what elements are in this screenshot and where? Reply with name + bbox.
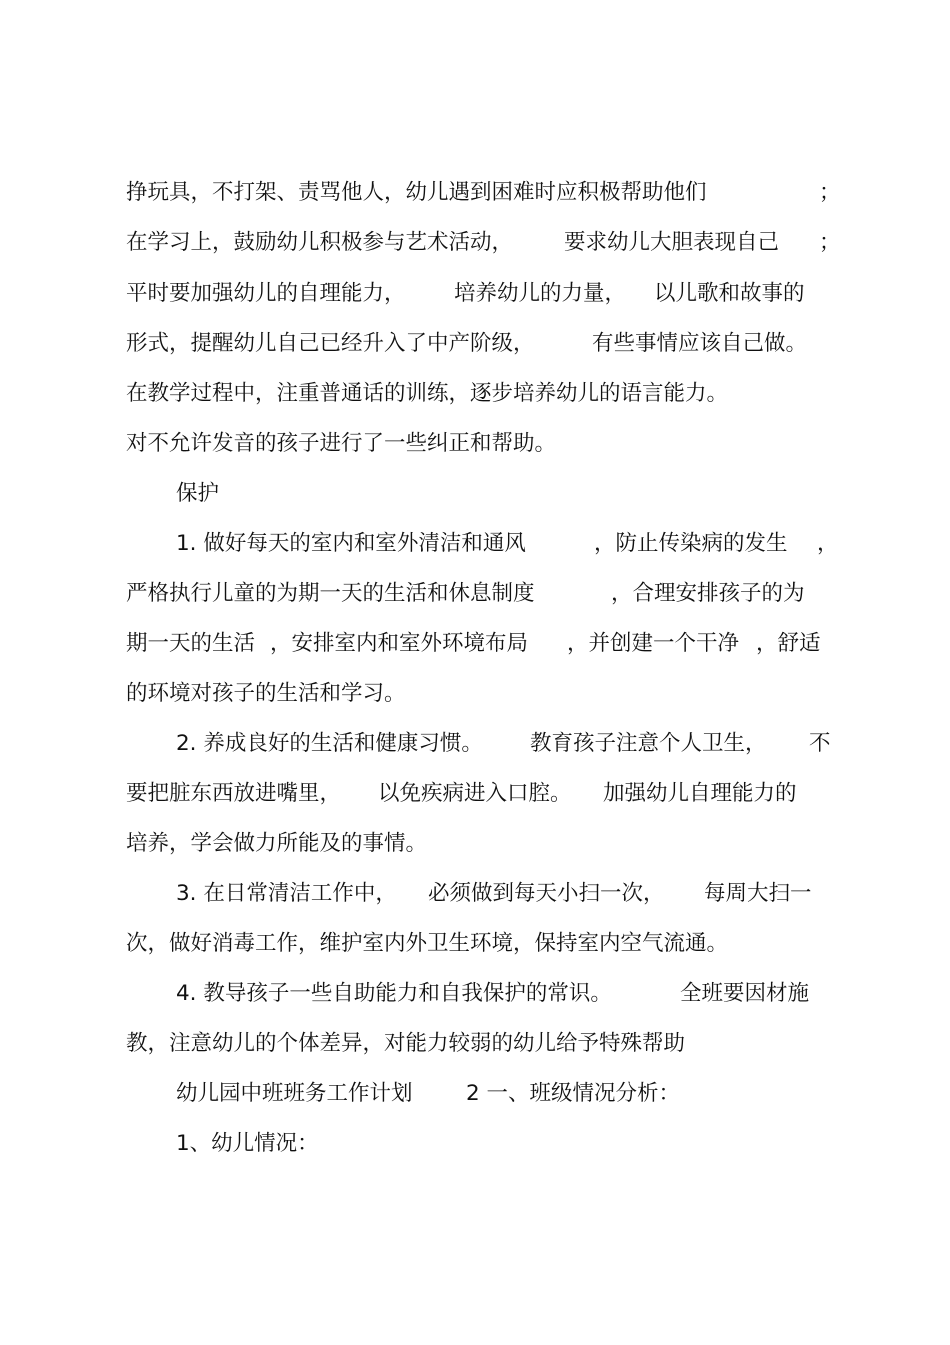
list-item-line [126, 927, 728, 961]
list-item-line [126, 677, 406, 711]
text-segment: 幼儿园中班班务工作计划 [176, 1081, 413, 1106]
text-segment: 形式，提醒幼儿自己已经升入了中产阶级， [126, 331, 535, 356]
paragraph-line [126, 226, 841, 260]
text-segment: 挣玩具，不打架、责骂他人，幼儿遇到困难时应积极帮助他们 [126, 180, 707, 205]
text-segment: 培养幼儿的力量， [454, 281, 627, 306]
text-segment: 次，做好消毒工作，维护室内外卫生环境，保持室内空气流通。 [126, 931, 729, 956]
text-segment: 严格执行儿童的为期一天的生活和休息制度 [126, 581, 535, 606]
text-segment: 1、幼儿情况： [176, 1131, 319, 1156]
text-segment: 不 [809, 731, 831, 756]
list-item-line [126, 577, 805, 611]
text-segment: ； [819, 180, 841, 205]
paragraph-line [126, 327, 808, 361]
text-segment: 每周大扫一 [704, 881, 812, 906]
paragraph-line [126, 277, 805, 311]
list-item-line [126, 1027, 685, 1061]
text-segment: 培养，学会做力所能及的事情。 [126, 831, 428, 856]
text-segment: 对不允许发音的孩子进行了一些纠正和帮助。 [126, 431, 557, 456]
text-segment: ，安排室内和室外环境布局 [270, 631, 529, 656]
text-segment: ，防止传染病的发生 [594, 531, 788, 556]
text-segment: 期一天的生活 [126, 631, 256, 656]
list-item-line [176, 527, 839, 561]
text-segment: 1. 做好每天的室内和室外清洁和通风 [176, 531, 526, 556]
paragraph-line [126, 427, 556, 461]
text-segment: 全班要因材施 [680, 981, 810, 1006]
text-segment: 在教学过程中，注重普通话的训练，逐步培养幼儿的语言能力。 [126, 381, 729, 406]
text-segment: 平时要加强幼儿的自理能力， [126, 281, 406, 306]
text-segment: 4. 教导孩子一些自助能力和自我保护的常识。 [176, 981, 612, 1006]
text-segment: ， [817, 531, 839, 556]
text-segment: 的环境对孩子的生活和学习。 [126, 681, 406, 706]
text-segment: 以儿歌和故事的 [654, 281, 805, 306]
text-segment: 在学习上，鼓励幼儿积极参与艺术活动， [126, 230, 514, 255]
text-segment: 教育孩子注意个人卫生， [530, 731, 767, 756]
text-segment: 加强幼儿自理能力的 [603, 781, 797, 806]
text-segment: ，合理安排孩子的为 [611, 581, 805, 606]
text-segment: 以免疾病进入口腔。 [378, 781, 572, 806]
list-item-line [126, 777, 797, 811]
list-item-line [176, 877, 812, 911]
list-item-line [126, 627, 821, 661]
paragraph-line [126, 377, 728, 411]
text-segment: 要把脏东西放进嘴里， [126, 781, 342, 806]
text-segment: 教，注意幼儿的个体差异，对能力较弱的幼儿给予特殊帮助 [126, 1031, 686, 1056]
text-segment: 保护 [176, 481, 220, 506]
list-item-line [176, 977, 810, 1011]
text-segment: 3. 在日常清洁工作中， [176, 881, 397, 906]
text-segment: ，并创建一个干净 [567, 631, 740, 656]
text-segment: 要求幼儿大胆表现自己 [564, 230, 780, 255]
text-segment: 2. 养成良好的生活和健康习惯。 [176, 731, 483, 756]
paragraph-line [126, 176, 841, 210]
list-item-line [176, 727, 831, 761]
text-segment: ，舒适 [756, 631, 821, 656]
section-title-line [176, 1077, 681, 1111]
section-heading [176, 477, 219, 511]
text-segment: 2 一、班级情况分析： [466, 1081, 681, 1106]
text-segment: 必须做到每天小扫一次， [428, 881, 665, 906]
text-segment: 有些事情应该自己做。 [592, 331, 808, 356]
list-item-line [126, 827, 427, 861]
text-segment: ； [819, 230, 841, 255]
subsection-title-line [176, 1127, 319, 1161]
